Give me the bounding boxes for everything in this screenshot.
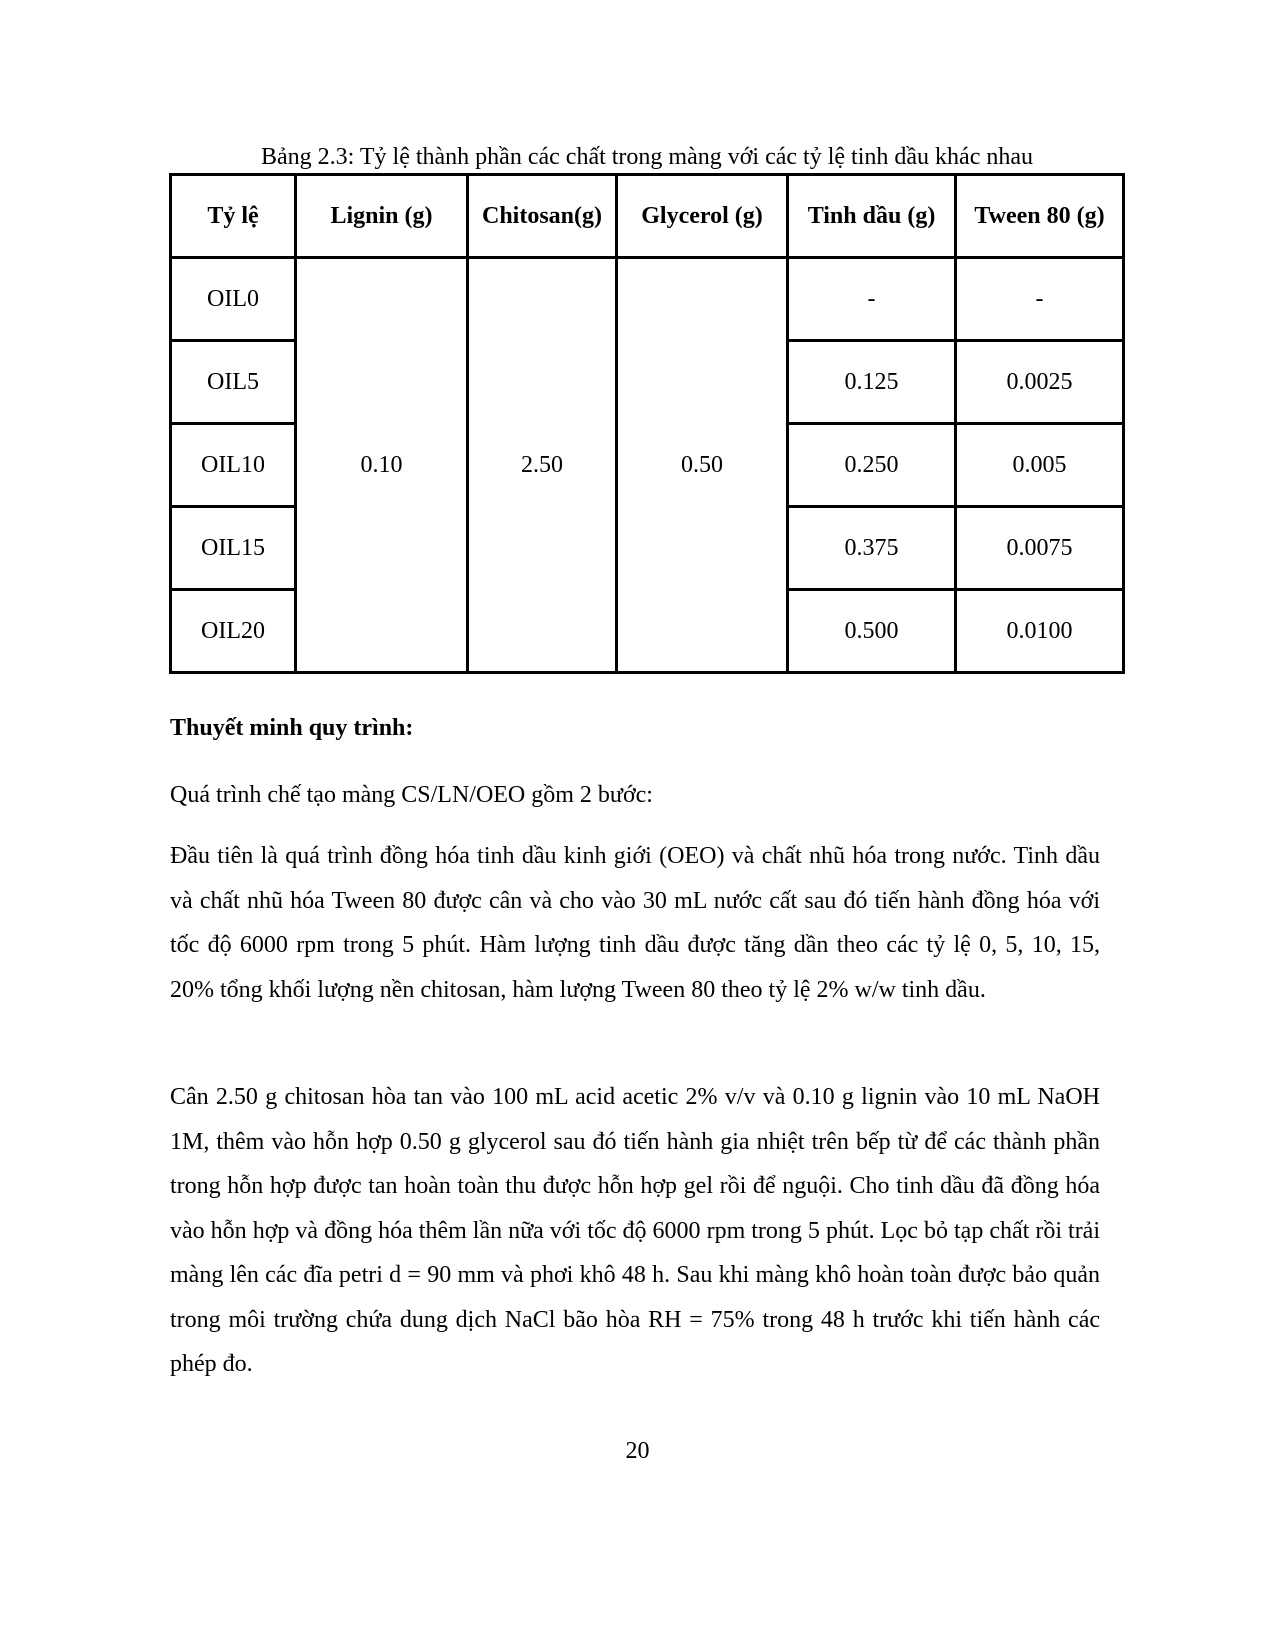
cell-ratio: OIL0 [171, 258, 296, 341]
composition-table [169, 173, 1125, 674]
cell-oil: 0.250 [788, 424, 956, 507]
paragraph-step2: Cân 2.50 g chitosan hòa tan vào 100 mL acid acetic 2% v/v và 0.10 g lignin vào 10 mL NaOH 1M, thêm vào hỗn hợp 0.50 g glycerol sau đó tiến hành gia nhiệt trên bếp từ để các thành phần trong hỗn hợp được tan hoàn toàn thu được hỗn hợp gel rồi để nguội. Cho tinh dầu đã đồng hóa vào hỗn hợp và đồng hóa thêm lần nữa với tốc độ 6000 rpm trong 5 phút. Lọc bỏ tạp chất rồi trải màng lên các đĩa petri d = 90 mm và phơi khô 48 h. Sau khi màng khô hoàn toàn được bảo quản trong môi trường chứa dung dịch NaCl bão hòa RH = 75% trong 48 h trước khi tiến hành các phép đo. [170, 1084, 1100, 1377]
table-row [171, 258, 1124, 341]
section-heading: Thuyết minh quy trình: [170, 715, 414, 741]
header-essential-oil: Tinh dầu (g) [788, 175, 956, 258]
cell-ratio: OIL5 [171, 341, 296, 424]
header-tween80: Tween 80 (g) [956, 175, 1124, 258]
cell-tween: 0.005 [956, 424, 1124, 507]
header-glycerol: Glycerol (g) [617, 175, 788, 258]
cell-oil: 0.125 [788, 341, 956, 424]
cell-tween: - [956, 258, 1124, 341]
cell-lignin: 0.10 [296, 258, 468, 673]
cell-tween: 0.0075 [956, 507, 1124, 590]
cell-oil: 0.375 [788, 507, 956, 590]
header-chitosan: Chitosan(g) [468, 175, 617, 258]
cell-oil: - [788, 258, 956, 341]
page-number: 20 [625, 1438, 650, 1464]
paragraph-step1: Đầu tiên là quá trình đồng hóa tinh dầu kinh giới (OEO) và chất nhũ hóa trong nước. Tinh dầu và chất nhũ hóa Tween 80 được cân và cho vào 30 mL nước cất sau đó tiến hành đồng hóa với tốc độ 6000 rpm trong 5 phút. Hàm lượng tinh dầu được tăng dần theo các tỷ lệ 0, 5, 10, 15, 20% tổng khối lượng nền chitosan, hàm lượng Tween 80 theo tỷ lệ 2% w/w tinh dầu. [170, 843, 1100, 1003]
cell-ratio: OIL15 [171, 507, 296, 590]
header-lignin: Lignin (g) [296, 175, 468, 258]
cell-ratio: OIL10 [171, 424, 296, 507]
cell-glycerol: 0.50 [617, 258, 788, 673]
cell-tween: 0.0025 [956, 341, 1124, 424]
cell-oil: 0.500 [788, 590, 956, 673]
table-caption: Bảng 2.3: Tỷ lệ thành phần các chất trong màng với các tỷ lệ tinh dầu khác nhau [260, 144, 1033, 170]
cell-tween: 0.0100 [956, 590, 1124, 673]
cell-chitosan: 2.50 [468, 258, 617, 673]
paragraph-intro: Quá trình chế tạo màng CS/LN/OEO gồm 2 bước: [170, 782, 653, 808]
header-ratio: Tỷ lệ [171, 175, 296, 258]
cell-ratio: OIL20 [171, 590, 296, 673]
table-header-row [171, 175, 1124, 258]
